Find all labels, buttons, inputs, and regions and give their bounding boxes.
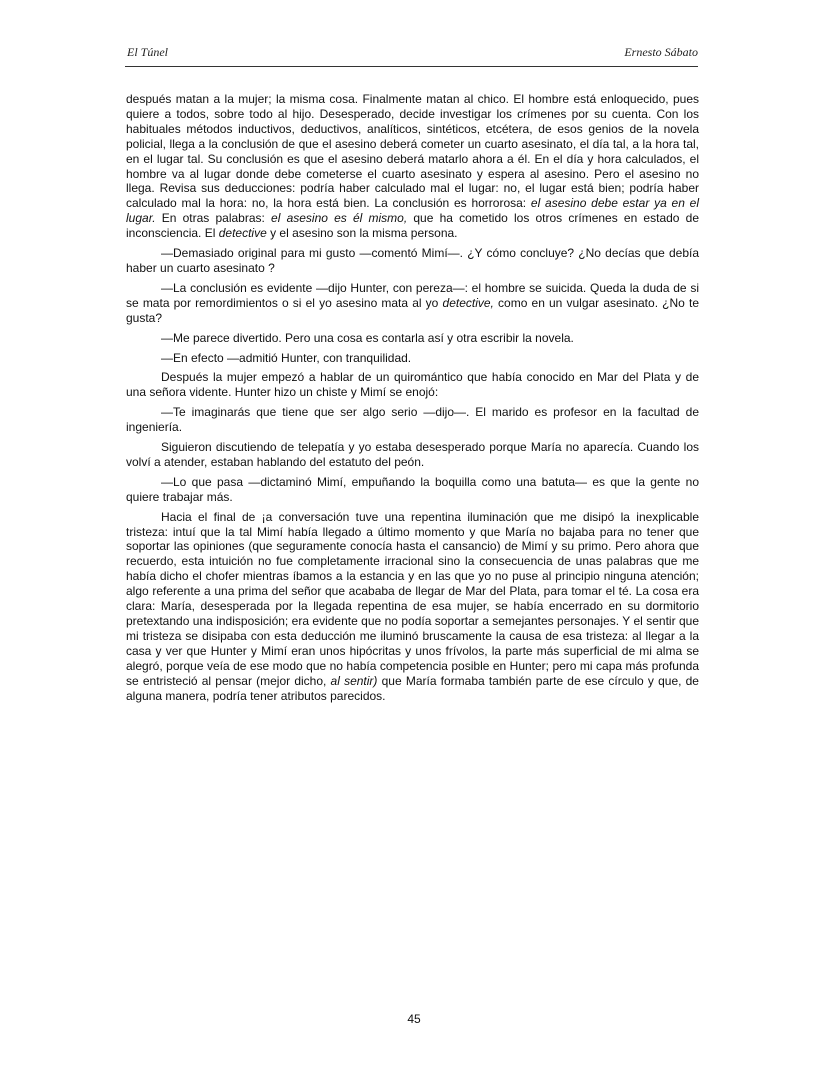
italic-text: el asesino es él mismo,: [271, 211, 408, 226]
paragraph: [126, 246, 699, 276]
italic-text: detective,: [442, 295, 494, 310]
paragraph: [126, 475, 699, 505]
paragraph: [126, 440, 699, 470]
text-run: después matan a la mujer; la misma cosa. Finalmente matan al chico. El hombre está enloquecido, pues quiere a todos, sobre todo al hijo. Desesperado, decide investigar los crímenes por su cuenta. Con los habituales métodos inductivos, deductivos, analíticos, sintéticos, etcétera, de esos genios de la novela policial, llega a la conclusión de que el asesino deberá cometer un cuarto asesinato, el día tal, a la hora tal, en el lugar tal. Su conclusión es que el asesino deberá matarlo ahora a él. En el día y hora calculados, el hombre va al lugar donde debe cometerse el cuarto asesinato y espera al asesino. Pero el asesino no llega. Revisa sus deducciones: podría haber calculado mal el lugar: no, el lugar está bien; podría haber calculado mal la hora: no, la hora está bien. La conclusión es horrorosa:: [126, 92, 699, 211]
italic-text: al sentir): [330, 673, 378, 688]
paragraph: [126, 331, 699, 346]
text-run: En otras palabras:: [155, 211, 272, 226]
text-run: Siguieron discutiendo de telepatía y yo estaba desesperado porque María no aparecía. Cuando los volví a atender, estaban hablando del estatuto del peón.: [126, 440, 699, 469]
page-number: 45: [407, 1012, 421, 1026]
text-run: Hacia el final de ¡a conversación tuve una repentina iluminación que me disipó la inexplicable tristeza: intuí que la tal Mimí había llegado a último momento y que María no bajaba para no tener que soportar las opiniones (que seguramente conocía hasta el cansancio) de Mimí y su primo. Pero ahora que recuerdo, esta intuición no fue completamente irracional sino la consecuencia de unas palabras que me había dicho el chofer mientras íbamos a la estancia y en las que yo no puse al principio ninguna atención; algo referente a una prima del señor que acababa de llegar de Mar del Plata, para tomar el té. La cosa era clara: María, desesperada por la llegada repentina de esa mujer, se había encerrado en su dormitorio pretextando una indisposición; era evidente que no podía soportar a semejantes personajes. Y el sentir que mi tristeza se disipaba con esta deducción me iluminó bruscamente la causa de esa tristeza: al llegar a la casa y ver que Hunter y Mimí eran unos hipócritas y unos frívolos, la parte más superficial de mi alma se alegró, porque veía de ese modo que no había competencia posible en Hunter; pero mi capa más profunda se entristeció al pensar (mejor dicho,: [126, 509, 699, 688]
header-book-title: El Túnel: [127, 45, 168, 59]
text-run: —En efecto —admitió Hunter, con tranquilidad.: [161, 350, 412, 365]
text-run: que ha cometido los otros crímenes en estado de inconsciencia. El: [126, 211, 699, 241]
text-run: como en un vulgar asesinato. ¿No te gusta?: [126, 295, 699, 325]
paragraph: [126, 405, 699, 435]
text-run: —Lo que pasa —dictaminó Mimí, empuñando la boquilla como una batuta— es que la gente no quiere trabajar más.: [126, 474, 699, 504]
text-run: Después la mujer empezó a hablar de un quiromántico que había conocido en Mar del Plata y de una señora vidente. Hunter hizo un chiste y Mimí se enojó:: [126, 370, 699, 400]
text-run: y el asesino son la misma persona.: [266, 226, 458, 241]
paragraph: [126, 510, 699, 704]
paragraph: [126, 92, 699, 241]
text-run: que María formaba también parte de ese círculo y que, de alguna manera, podría tener atributos parecidos.: [126, 673, 699, 703]
text-run: —La conclusión es evidente —dijo Hunter, con pereza—: el hombre se suicida. Queda la duda de si se mata por remordimientos o si el yo asesino mata al yo: [126, 280, 699, 310]
text-run: —Te imaginarás que tiene que ser algo serio —dijo—. El marido es profesor en la facultad de ingeniería.: [126, 405, 699, 435]
paragraph: [126, 370, 699, 400]
running-header: [127, 45, 698, 60]
text-run: —Demasiado original para mi gusto —comentó Mimí—. ¿Y cómo concluye? ¿No decías que debía haber un cuarto asesinato ?: [126, 246, 699, 275]
text-run: —Me parece divertido. Pero una cosa es contarla así y otra escribir la novela.: [161, 330, 574, 345]
header-divider: [125, 66, 698, 67]
paragraph: [126, 281, 699, 326]
italic-text: detective: [218, 226, 267, 241]
paragraph: [126, 351, 699, 366]
header-author: Ernesto Sábato: [624, 45, 698, 59]
body-text: [126, 92, 699, 708]
italic-text: el asesino debe estar ya en el lugar.: [126, 196, 699, 226]
